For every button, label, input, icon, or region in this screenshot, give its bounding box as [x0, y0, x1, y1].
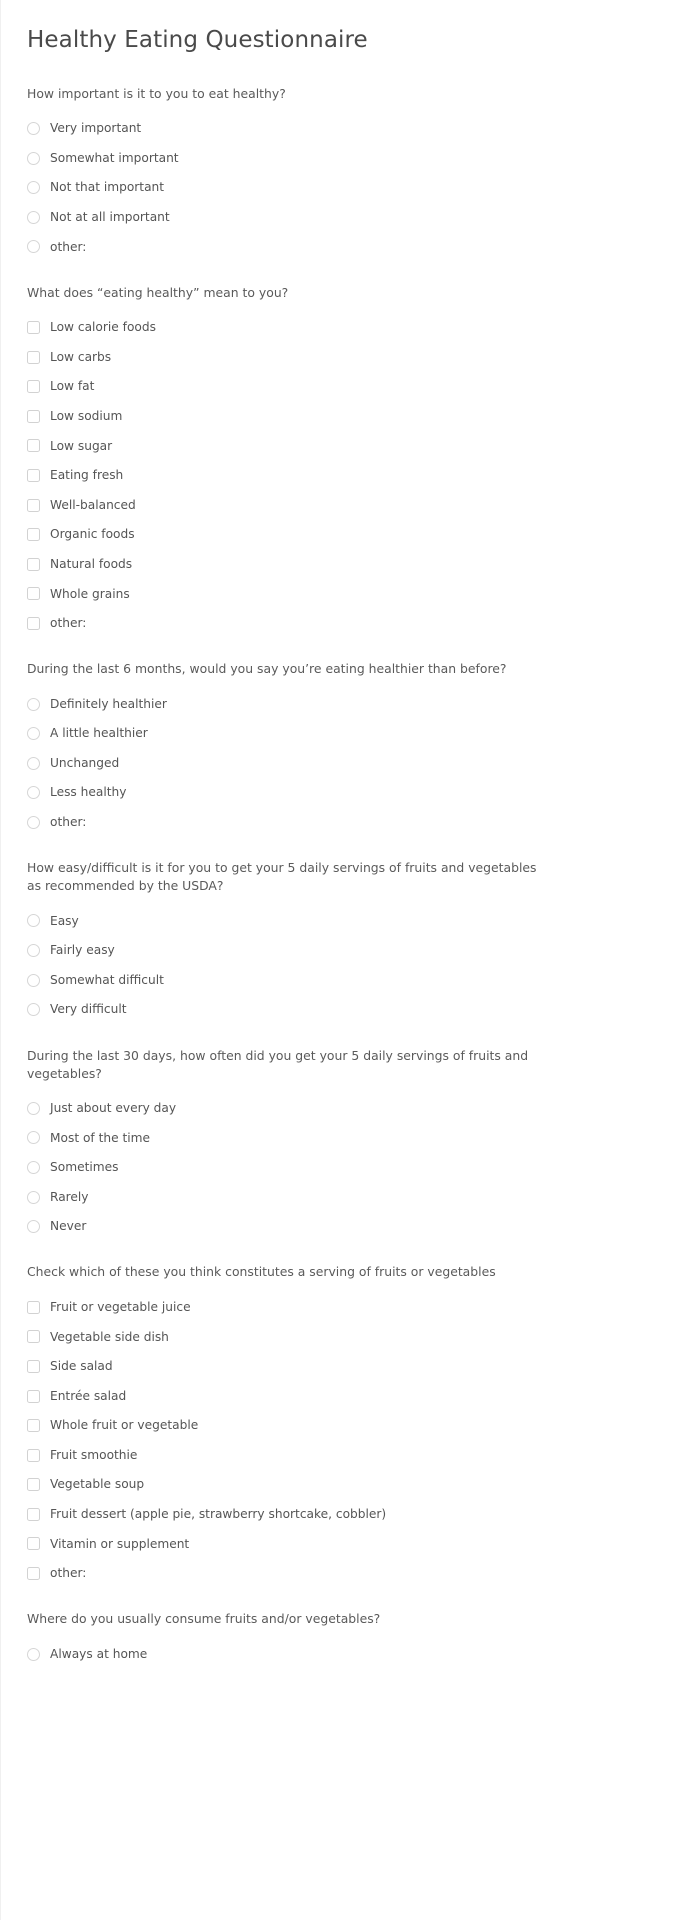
checkbox-icon[interactable] — [27, 528, 40, 541]
question-block-where-consume — [27, 1610, 676, 1669]
option-label: Well-balanced — [50, 497, 136, 512]
radio-button-icon[interactable] — [27, 914, 40, 927]
survey-form-card — [1, 0, 700, 1669]
checkbox-option-row[interactable] — [27, 401, 676, 431]
question-block-last-30-days-frequency — [27, 1047, 676, 1242]
option-label: Sometimes — [50, 1160, 119, 1175]
checkbox-option-row[interactable] — [27, 431, 676, 461]
radio-option-row[interactable] — [27, 906, 676, 936]
option-label: Vegetable soup — [50, 1477, 145, 1492]
radio-option-row[interactable] — [27, 203, 676, 233]
checkbox-icon[interactable] — [27, 439, 40, 452]
checkbox-icon[interactable] — [27, 1478, 40, 1491]
option-label: Very difficult — [50, 1002, 127, 1017]
option-label: other: — [50, 1566, 87, 1581]
checkbox-option-row[interactable] — [27, 1352, 676, 1382]
question-label: Where do you usually consume fruits and/or vegetables? — [27, 1611, 381, 1627]
checkbox-option-row[interactable] — [27, 1440, 676, 1470]
radio-option-row[interactable] — [27, 114, 676, 144]
radio-button-icon[interactable] — [27, 1003, 40, 1016]
radio-button-icon[interactable] — [27, 974, 40, 987]
question-block-constitutes-serving — [27, 1263, 676, 1588]
option-label: Less healthy — [50, 785, 127, 800]
checkbox-option-row[interactable] — [27, 579, 676, 609]
checkbox-icon[interactable] — [27, 351, 40, 364]
question-label: During the last 30 days, how often did you get your 5 daily servings of fruits and vegetables? — [27, 1047, 529, 1081]
option-label: Very important — [50, 121, 142, 136]
radio-button-icon[interactable] — [27, 944, 40, 957]
checkbox-icon[interactable] — [27, 1449, 40, 1462]
option-label: Natural foods — [50, 556, 133, 571]
question-label: Check which of these you think constitutes a serving of fruits or vegetables — [27, 1264, 496, 1280]
radio-button-icon[interactable] — [27, 122, 40, 135]
checkbox-icon[interactable] — [27, 469, 40, 482]
option-label: Easy — [50, 913, 79, 928]
radio-button-icon[interactable] — [27, 1131, 40, 1144]
option-label: Definitely healthier — [50, 696, 167, 711]
question-label: What does “eating healthy” mean to you? — [27, 284, 289, 300]
checkbox-icon[interactable] — [27, 1360, 40, 1373]
checkbox-option-row[interactable] — [27, 1322, 676, 1352]
option-label: Always at home — [50, 1646, 148, 1661]
checkbox-icon[interactable] — [27, 1508, 40, 1521]
option-label: Unchanged — [50, 755, 120, 770]
checkbox-option-row[interactable] — [27, 1529, 676, 1559]
question-block-eating-healthy-meaning — [27, 284, 676, 639]
option-label: Eating fresh — [50, 468, 124, 483]
checkbox-option-row[interactable] — [27, 520, 676, 550]
checkbox-option-row[interactable] — [27, 1470, 676, 1500]
radio-button-icon[interactable] — [27, 1161, 40, 1174]
radio-button-icon[interactable] — [27, 757, 40, 770]
questions-container — [27, 85, 676, 1669]
option-label: Low sugar — [50, 438, 113, 453]
checkbox-icon[interactable] — [27, 558, 40, 571]
option-label: other: — [50, 815, 87, 830]
checkbox-icon[interactable] — [27, 1390, 40, 1403]
checkbox-option-row[interactable] — [27, 1411, 676, 1441]
checkbox-icon[interactable] — [27, 1537, 40, 1550]
checkbox-icon[interactable] — [27, 1419, 40, 1432]
checkbox-option-row[interactable] — [27, 342, 676, 372]
option-label: Low sodium — [50, 408, 123, 423]
radio-option-row[interactable] — [27, 143, 676, 173]
checkbox-option-row[interactable] — [27, 609, 676, 639]
option-label: Low carbs — [50, 349, 112, 364]
option-label: Side salad — [50, 1359, 113, 1374]
checkbox-icon[interactable] — [27, 410, 40, 423]
radio-button-icon[interactable] — [27, 786, 40, 799]
question-label: During the last 6 months, would you say you’re eating healthier than before? — [27, 661, 507, 677]
option-label: Somewhat important — [50, 150, 179, 165]
question-label: How easy/difficult is it for you to get your 5 daily servings of fruits and vegetables as recommended by the USDA? — [27, 860, 537, 894]
checkbox-option-row[interactable] — [27, 1381, 676, 1411]
checkbox-option-row[interactable] — [27, 1559, 676, 1589]
radio-button-icon[interactable] — [27, 1191, 40, 1204]
radio-option-row[interactable] — [27, 965, 676, 995]
option-label: Fruit or vegetable juice — [50, 1299, 191, 1314]
radio-option-row[interactable] — [27, 1212, 676, 1242]
radio-option-row[interactable] — [27, 778, 676, 808]
option-label: Just about every day — [50, 1100, 177, 1115]
option-label: Most of the time — [50, 1130, 151, 1145]
checkbox-icon[interactable] — [27, 321, 40, 334]
checkbox-icon[interactable] — [27, 1301, 40, 1314]
radio-button-icon[interactable] — [27, 240, 40, 253]
radio-option-row[interactable] — [27, 689, 676, 719]
option-label: Vegetable side dish — [50, 1329, 169, 1344]
radio-button-icon[interactable] — [27, 727, 40, 740]
radio-button-icon[interactable] — [27, 1220, 40, 1233]
radio-option-row[interactable] — [27, 232, 676, 262]
checkbox-icon[interactable] — [27, 380, 40, 393]
radio-option-row[interactable] — [27, 719, 676, 749]
option-label: Fruit dessert (apple pie, strawberry shortcake, cobbler) — [50, 1507, 387, 1522]
radio-option-row[interactable] — [27, 808, 676, 838]
radio-option-row[interactable] — [27, 936, 676, 966]
checkbox-icon[interactable] — [27, 1567, 40, 1580]
radio-button-icon[interactable] — [27, 816, 40, 829]
radio-option-row[interactable] — [27, 748, 676, 778]
radio-option-row[interactable] — [27, 1123, 676, 1153]
option-label: Low calorie foods — [50, 320, 156, 335]
page-title: Healthy Eating Questionnaire — [27, 27, 368, 53]
option-label: Whole fruit or vegetable — [50, 1418, 199, 1433]
option-label: other: — [50, 239, 87, 254]
radio-option-row[interactable] — [27, 995, 676, 1025]
checkbox-icon[interactable] — [27, 587, 40, 600]
question-label: How important is it to you to eat healthy? — [27, 85, 286, 101]
radio-button-icon[interactable] — [27, 211, 40, 224]
radio-option-row[interactable] — [27, 1182, 676, 1212]
option-label: Low fat — [50, 379, 95, 394]
checkbox-option-row[interactable] — [27, 1292, 676, 1322]
checkbox-option-row[interactable] — [27, 372, 676, 402]
question-block-usda-servings-difficulty — [27, 859, 676, 1024]
option-label: Not that important — [50, 180, 165, 195]
radio-button-icon[interactable] — [27, 698, 40, 711]
radio-button-icon[interactable] — [27, 152, 40, 165]
radio-option-row[interactable] — [27, 173, 676, 203]
option-label: other: — [50, 616, 87, 631]
radio-option-row[interactable] — [27, 1639, 676, 1669]
question-block-last-6-months — [27, 660, 676, 837]
radio-option-row[interactable] — [27, 1153, 676, 1183]
question-block-importance — [27, 85, 676, 262]
option-label: Somewhat difficult — [50, 972, 164, 987]
option-label: Vitamin or supplement — [50, 1536, 190, 1551]
option-label: Fruit smoothie — [50, 1447, 138, 1462]
checkbox-option-row[interactable] — [27, 461, 676, 491]
option-label: Not at all important — [50, 209, 170, 224]
checkbox-option-row[interactable] — [27, 490, 676, 520]
option-label: Rarely — [50, 1189, 89, 1204]
checkbox-option-row[interactable] — [27, 313, 676, 343]
option-label: A little healthier — [50, 726, 148, 741]
checkbox-icon[interactable] — [27, 499, 40, 512]
checkbox-icon[interactable] — [27, 1330, 40, 1343]
option-label: Whole grains — [50, 586, 130, 601]
radio-option-row[interactable] — [27, 1093, 676, 1123]
option-label: Never — [50, 1219, 87, 1234]
checkbox-option-row[interactable] — [27, 1500, 676, 1530]
option-label: Fairly easy — [50, 943, 115, 958]
option-label: Entrée salad — [50, 1388, 127, 1403]
radio-button-icon[interactable] — [27, 1648, 40, 1661]
option-label: Organic foods — [50, 527, 135, 542]
radio-button-icon[interactable] — [27, 1102, 40, 1115]
radio-button-icon[interactable] — [27, 181, 40, 194]
checkbox-option-row[interactable] — [27, 549, 676, 579]
checkbox-icon[interactable] — [27, 617, 40, 630]
